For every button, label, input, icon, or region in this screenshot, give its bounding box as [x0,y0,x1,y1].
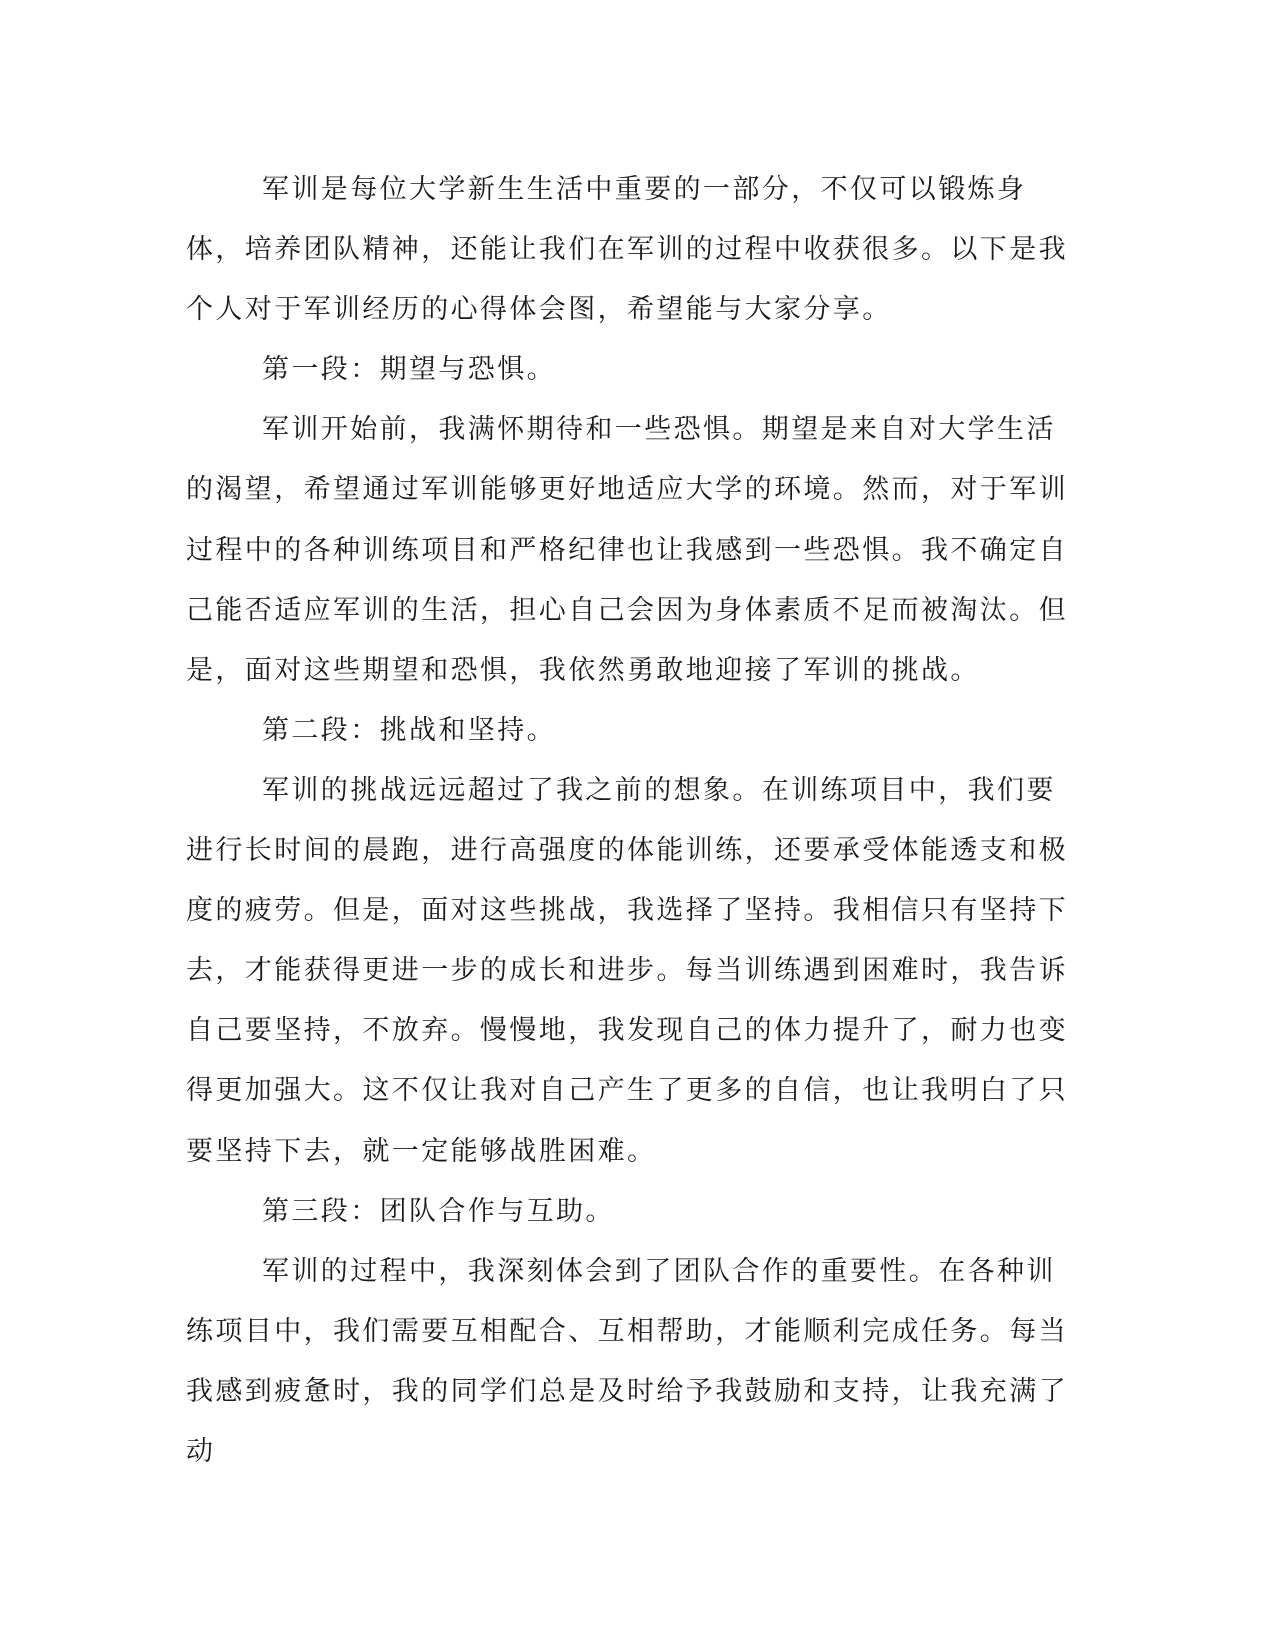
intro-paragraph: 军训是每位大学新生生活中重要的一部分，不仅可以锻炼身体，培养团队精神，还能让我们在军训的过程中收获很多。以下是我个人对于军训经历的心得体会图，希望能与大家分享。 [186,174,1068,326]
section-heading-1: 第一段：期望与恐惧。 [262,354,556,386]
section-heading-3: 第三段：团队合作与互助。 [262,1195,615,1227]
section-paragraph-1: 军训开始前，我满怀期待和一些恐惧。期望是来自对大学生活的渴望，希望通过军训能够更好地适应大学的环境。然而，对于军训过程中的各种训练项目和严格纪律也让我感到一些恐惧。我不确定自己能否适应军训的生活，担心自己会因为身体素质不足而被淘汰。但是，面对这些期望和恐惧，我依然勇敢地迎接了军训的挑战。 [186,414,1068,686]
section-heading-2: 第二段：挑战和坚持。 [262,714,556,746]
document-body [186,160,1080,1482]
section-paragraph-3: 军训的过程中，我深刻体会到了团队合作的重要性。在各种训练项目中，我们需要互相配合、互相帮助，才能顺利完成任务。每当我感到疲惫时，我的同学们总是及时给予我鼓励和支持，让我充满了动 [186,1255,1068,1467]
section-paragraph-2: 军训的挑战远远超过了我之前的想象。在训练项目中，我们要进行长时间的晨跑，进行高强度的体能训练，还要承受体能透支和极度的疲劳。但是，面对这些挑战，我选择了坚持。我相信只有坚持下去，才能获得更进一步的成长和进步。每当训练遇到困难时，我告诉自己要坚持，不放弃。慢慢地，我发现自己的体力提升了，耐力也变得更加强大。这不仅让我对自己产生了更多的自信，也让我明白了只要坚持下去，就一定能够战胜困难。 [186,774,1068,1167]
